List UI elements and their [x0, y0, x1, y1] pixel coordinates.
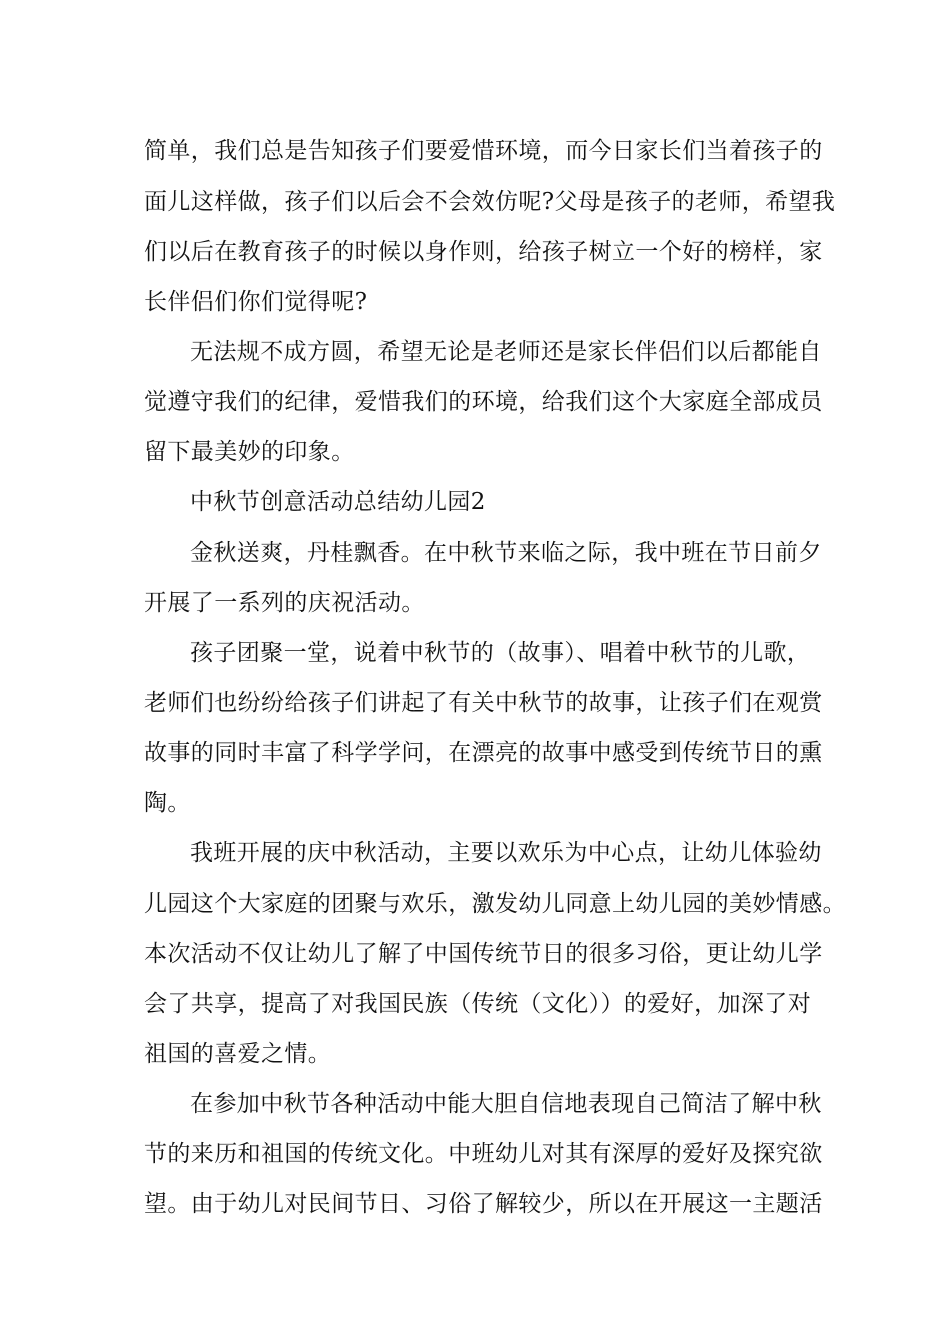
text-line: 面儿这样做，孩子们以后会不会效仿呢?父母是孩子的老师，希望我: [144, 189, 836, 215]
paragraph-first-line: 孩子团聚一堂，说着中秋节的（故事）、唱着中秋节的儿歌，: [190, 640, 811, 666]
paragraph-first-line: 在参加中秋节各种活动中能大胆自信地表现自己简洁了解中秋: [190, 1091, 822, 1117]
text-line: 陶。: [144, 790, 191, 816]
text-line: 会了共享，提高了对我国民族（传统（文化））的爱好，加深了对: [144, 991, 812, 1017]
paragraph-first-line: 我班开展的庆中秋活动，主要以欢乐为中心点，让幼儿体验幼: [190, 840, 822, 866]
paragraph-first-line: 金秋送爽，丹桂飘香。在中秋节来临之际，我中班在节日前夕: [190, 540, 822, 566]
section-heading: 中秋节创意活动总结幼儿园2: [190, 489, 486, 515]
text-line: 故事的同时丰富了科学学问，在漂亮的故事中感受到传统节日的熏: [144, 740, 823, 766]
text-line: 望。由于幼儿对民间节日、习俗了解较少，所以在开展这一主题活: [144, 1191, 823, 1217]
text-line: 本次活动不仅让幼儿了解了中国传统节日的很多习俗，更让幼儿学: [144, 941, 823, 967]
text-line: 长伴侣们你们觉得呢?: [144, 289, 368, 315]
paragraph-first-line: 无法规不成方圆，希望无论是老师还是家长伴侣们以后都能自: [190, 339, 822, 365]
text-line: 们以后在教育孩子的时候以身作则，给孩子树立一个好的榜样，家: [144, 239, 823, 265]
text-line: 节的来历和祖国的传统文化。中班幼儿对其有深厚的爱好及探究欲: [144, 1141, 823, 1167]
text-line: 开展了一系列的庆祝活动。: [144, 590, 425, 616]
text-line: 老师们也纷纷给孩子们讲起了有关中秋节的故事，让孩子们在观赏: [144, 690, 823, 716]
text-line: 简单，我们总是告知孩子们要爱惜环境，而今日家长们当着孩子的: [144, 138, 823, 164]
text-line: 觉遵守我们的纪律，爱惜我们的环境，给我们这个大家庭全部成员: [144, 389, 823, 415]
text-line: 祖国的喜爱之情。: [144, 1041, 332, 1067]
text-line: 儿园这个大家庭的团聚与欢乐，激发幼儿同意上幼儿园的美妙情感。: [144, 891, 846, 917]
text-line: 留下最美妙的印象。: [144, 439, 355, 465]
